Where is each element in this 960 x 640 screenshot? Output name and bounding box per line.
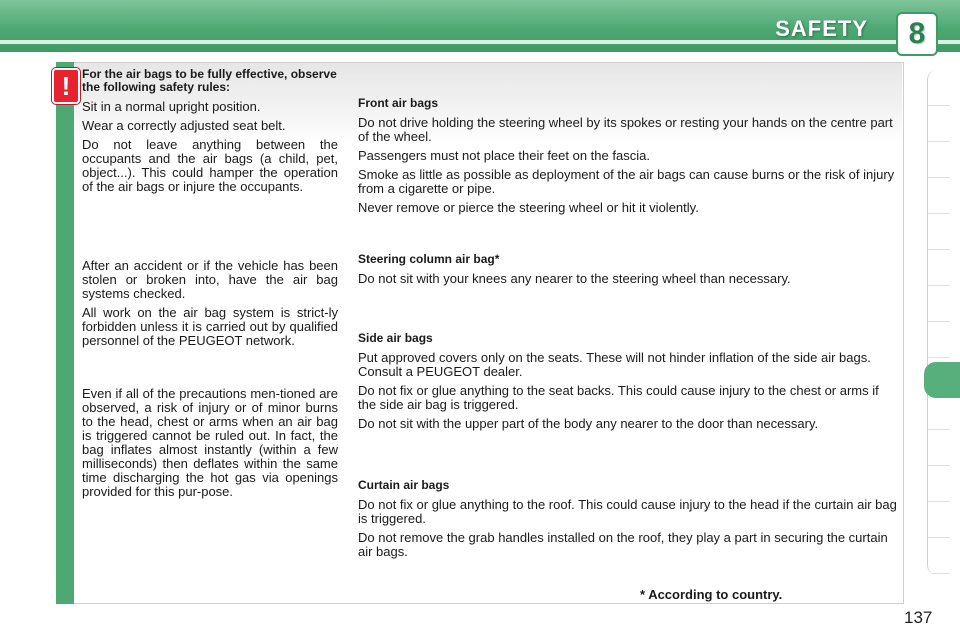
section-heading-steering-column-air-bag: Steering column air bag* [358, 252, 500, 266]
chapter-tabs[interactable] [927, 70, 950, 575]
section-paragraph: Do not fix or glue anything to the seat backs. This could cause injury to the chest or arms if the side air bag is triggered. [358, 383, 879, 412]
chapter-title: SAFETY [775, 16, 868, 41]
section-paragraph: Passengers must not place their feet on the fascia. [358, 148, 650, 163]
section-heading-curtain-air-bags: Curtain air bags [358, 478, 450, 492]
exclamation-warning-icon: ! [52, 68, 80, 104]
page-number: 137 [904, 608, 933, 627]
section-paragraph: Do not fix or glue anything to the roof. This could cause injury to the head if the curtain air bag is triggered. [358, 497, 897, 526]
accident-paragraph: All work on the air bag system is strict-ly forbidden unless it is carried out by qualified personnel of the PEUGEOT network. [82, 305, 338, 348]
section-paragraph: Smoke as little as possible as deployment of the air bags can cause burns or the risk of injury from a cigarette or pipe. [358, 167, 895, 196]
rule-item: Sit in a normal upright position. [82, 99, 261, 114]
right-column [358, 96, 898, 564]
section-paragraph: Do not sit with your knees any nearer to the steering wheel than necessary. [358, 271, 791, 286]
section-paragraph: Do not remove the grab handles installed on the roof, they play a part in securing the curtain air bags. [358, 530, 888, 559]
rule-item: Wear a correctly adjusted seat belt. [82, 118, 286, 133]
section-paragraph: Do not drive holding the steering wheel by its spokes or resting your hands on the centre part of the wheel. [358, 115, 893, 144]
risk-paragraph: Even if all of the precautions men-tioned are observed, a risk of injury or of minor burns to the head, chest or arms when an air bag is triggered cannot be ruled out. In fact, the bag inflates almost instantly (within a few milliseconds) then deflates within the same time discharging the hot gas via openings provided for this pur-pose. [82, 386, 338, 499]
safety-rules-heading: For the air bags to be fully effective, observe the following safety rules: [82, 67, 337, 94]
section-paragraph: Do not sit with the upper part of the body any nearer to the door than necessary. [358, 416, 819, 431]
section-paragraph: Put approved covers only on the seats. These will not hinder inflation of the side air bags. Consult a PEUGEOT dealer. [358, 350, 871, 379]
left-column [82, 68, 338, 504]
chapter-number: 8 [908, 17, 926, 50]
footnote: * According to country. [640, 587, 783, 602]
section-heading-side-air-bags: Side air bags [358, 331, 433, 345]
left-rail [56, 62, 74, 604]
active-chapter-tab[interactable] [924, 362, 960, 398]
section-paragraph: Never remove or pierce the steering wheel or hit it violently. [358, 200, 699, 215]
accident-paragraph: After an accident or if the vehicle has been stolen or broken into, have the air bag systems checked. [82, 258, 338, 301]
rule-item: Do not leave anything between the occupants and the air bags (a child, pet, object...). This could hamper the operation of the air bags or injure the occupants. [82, 137, 338, 194]
section-heading-front-air-bags: Front air bags [358, 96, 439, 110]
chapter-number-badge [896, 12, 938, 56]
